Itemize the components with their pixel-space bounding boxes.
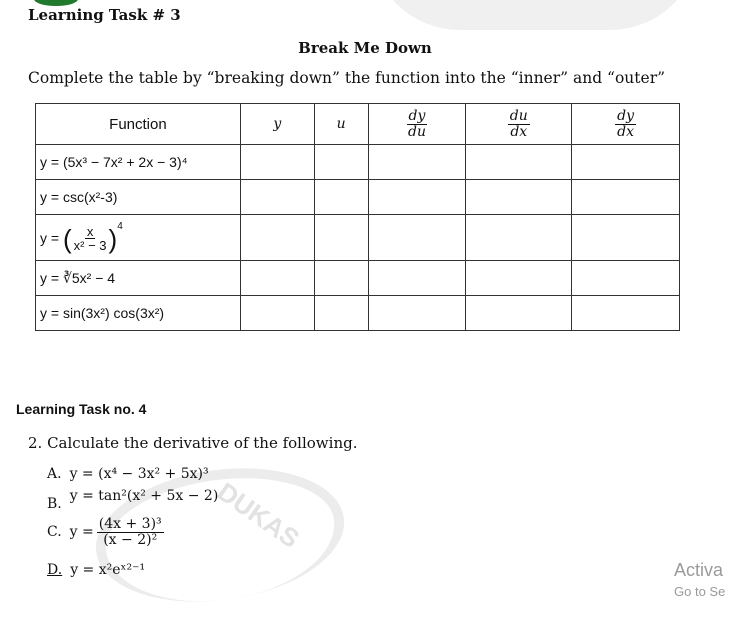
header-function: Function <box>36 104 241 145</box>
problem-expression: y = tan²(x² + 5x − 2) <box>69 488 219 504</box>
answer-cell[interactable] <box>368 261 466 296</box>
table-header-row <box>36 104 680 145</box>
answer-cell[interactable] <box>240 145 314 180</box>
task3-heading: Learning Task # 3 <box>28 6 181 24</box>
task3-instruction: Complete the table by “breaking down” the function into the “inner” and “outer” <box>28 69 666 87</box>
problem-expression: y = (x⁴ − 3x² + 5x)³ <box>69 466 209 482</box>
fn-denominator: x² − 3 <box>73 238 107 254</box>
function-cell: y = sin(3x²) cos(3x²) <box>36 296 241 331</box>
table-row <box>36 261 680 296</box>
answer-cell[interactable] <box>314 261 368 296</box>
breakdown-table <box>35 103 680 331</box>
problem-a <box>47 466 209 482</box>
table-row <box>36 180 680 215</box>
answer-cell[interactable] <box>572 145 680 180</box>
header-du-dx: $\frac{du}{dx}$ <box>466 104 572 145</box>
problem-prefix: y = <box>69 524 94 541</box>
answer-cell[interactable] <box>314 145 368 180</box>
problem-label: D. <box>47 562 63 578</box>
answer-cell[interactable] <box>466 261 572 296</box>
header-dy-dx: $\frac{dy}{dx}$ <box>572 104 680 145</box>
fn-numerator: x <box>86 223 94 239</box>
answer-cell[interactable] <box>572 215 680 261</box>
function-cell: y = (5x³ − 7x² + 2x − 3)⁴ <box>36 145 241 180</box>
table-row <box>36 215 680 261</box>
problem-d <box>47 562 145 578</box>
answer-cell[interactable] <box>368 180 466 215</box>
answer-cell[interactable] <box>466 145 572 180</box>
answer-cell[interactable] <box>466 296 572 331</box>
fn-exponent: 4 <box>117 220 123 232</box>
problem-denominator: (x − 2)² <box>103 531 158 548</box>
table-row <box>36 296 680 331</box>
function-cell: y = csc(x²-3) <box>36 180 241 215</box>
header-u: u <box>314 104 368 145</box>
answer-cell[interactable] <box>572 261 680 296</box>
problem-label: B. <box>47 496 62 512</box>
answer-cell[interactable] <box>572 180 680 215</box>
answer-cell[interactable] <box>466 215 572 261</box>
task3-subtitle: Break Me Down <box>298 39 432 57</box>
answer-cell[interactable] <box>314 180 368 215</box>
answer-cell[interactable] <box>466 180 572 215</box>
answer-cell[interactable] <box>240 180 314 215</box>
problem-b <box>47 488 219 512</box>
fn-prefix: y = <box>40 229 60 246</box>
problem-expression: y = x²eˣ²⁻¹ <box>70 562 146 578</box>
function-cell: y = ( $\frac{x}{\text{x² − 3}}$ )$^4$ <box>36 215 241 261</box>
answer-cell[interactable] <box>314 296 368 331</box>
seal-watermark-text: DUKAS <box>212 476 305 554</box>
table-row <box>36 145 680 180</box>
answer-cell[interactable] <box>240 296 314 331</box>
header-dy-du: $\frac{dy}{du}$ <box>368 104 466 145</box>
answer-cell[interactable] <box>314 215 368 261</box>
task4-heading: Learning Task no. 4 <box>16 401 147 417</box>
problem-label: A. <box>47 466 62 482</box>
header-y: y <box>240 104 314 145</box>
answer-cell[interactable] <box>572 296 680 331</box>
background-watermark-arc <box>370 0 700 30</box>
problem-numerator: (4x + 3)³ <box>98 516 162 532</box>
answer-cell[interactable] <box>240 261 314 296</box>
problem-c <box>47 517 164 547</box>
function-cell: y = ∛5x² − 4 <box>36 261 241 296</box>
problem-label: C. <box>47 524 62 541</box>
task4-question: 2. Calculate the derivative of the following. <box>28 434 358 452</box>
answer-cell[interactable] <box>368 296 466 331</box>
windows-activation-title: Activa <box>674 560 724 580</box>
answer-cell[interactable] <box>368 145 466 180</box>
answer-cell[interactable] <box>368 215 466 261</box>
windows-activation-link[interactable]: Go to Se <box>674 584 726 599</box>
answer-cell[interactable] <box>240 215 314 261</box>
